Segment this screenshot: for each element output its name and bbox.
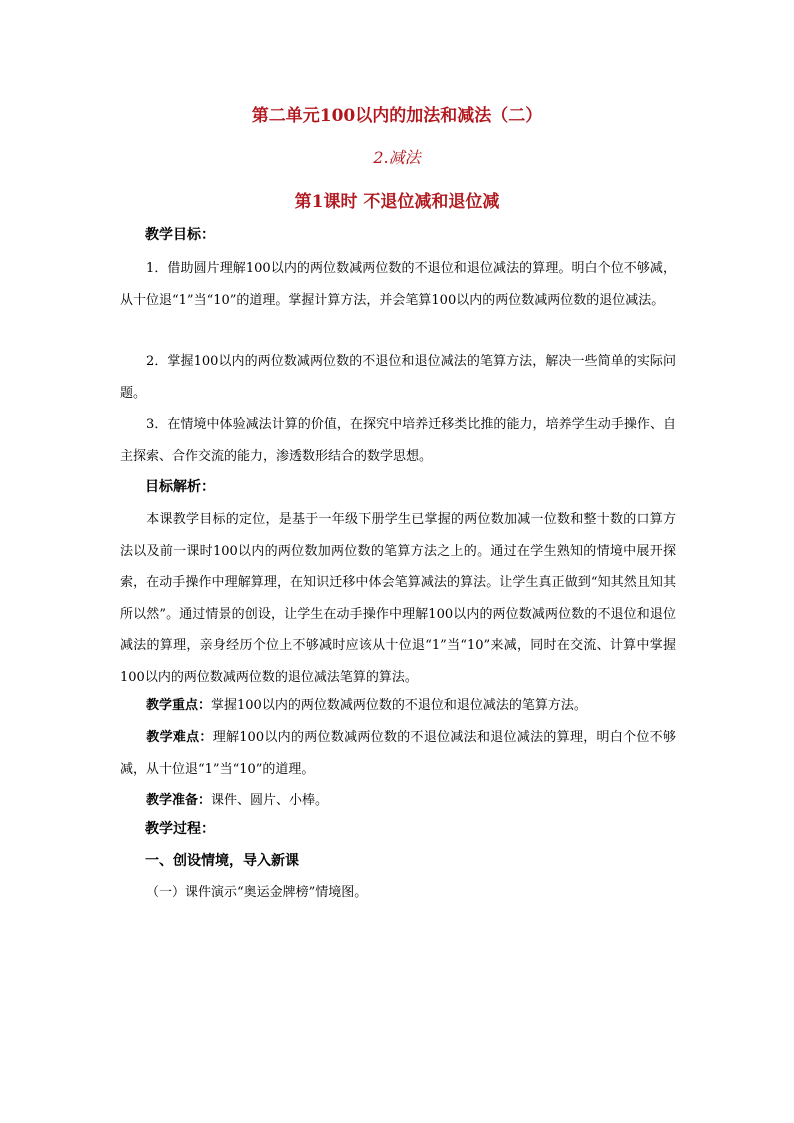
difficulty-text: 理解100以内的两位数减两位数的不退位减法和退位减法的算理，明白个位不够减，从十位退“1”当“10”的道理。 bbox=[120, 730, 676, 777]
preparation-label: 教学准备： bbox=[146, 793, 212, 808]
analysis-label: 目标解析： bbox=[145, 479, 215, 495]
key-point-text: 掌握100以内的两位数减两位数的不退位和退位减法的笔算方法。 bbox=[211, 698, 587, 713]
objective-item-3 bbox=[120, 409, 676, 472]
objective-item-1 bbox=[120, 253, 676, 316]
analysis-text: 本课教学目标的定位，是基于一年级下册学生已掌握的两位数加减一位数和整十数的口算方法以及前一课时100以内的两位数加两位数的笔算方法之上的。通过在学生熟知的情境中展开探索，在动手操作中理解算理，在知识迁移中体会笔算减法的算法。让学生真正做到“知其然且知其所以然”。通过情景的创设，让学生在动手操作中理解100以内的两位数减两位数的不退位和退位减法的算理，亲身经历个位上不够减时应该从十位退“1”当“10”来减，同时在交流、计算中掌握100以内的两位数减两位数的退位减法笔算的算法。 bbox=[120, 512, 676, 685]
preparation-text: 课件、圆片、小棒。 bbox=[211, 793, 329, 808]
process-step-1-1-text: （一）课件演示“奥运金牌榜”情境图。 bbox=[146, 885, 368, 900]
process-label: 教学过程： bbox=[145, 821, 215, 837]
difficulty-paragraph bbox=[120, 722, 676, 785]
difficulty-label: 教学难点： bbox=[146, 730, 213, 745]
objective-item-2-text: 2．掌握100以内的两位数减两位数的不退位和退位减法的笔算方法，解决一些简单的实际问题。 bbox=[120, 354, 676, 401]
lesson-title: 第1课时 不退位减和退位减 bbox=[294, 192, 500, 212]
objective-item-1-text: 1．借助圆片理解100以内的两位数减两位数的不退位和退位减法的算理。明白个位不够减，从十位退“1”当“10”的道理。掌握计算方法，并会笔算100以内的两位数减两位数的退位减法。 bbox=[120, 261, 676, 308]
objective-item-3-text: 3．在情境中体验减法计算的价值，在探究中培养迁移类比推的能力，培养学生动手操作、自主探索、合作交流的能力，渗透数形结合的数学思想。 bbox=[120, 417, 676, 464]
section-title: 2.减法 bbox=[373, 148, 421, 167]
unit-title: 第二单元100以内的加法和减法（二） bbox=[251, 106, 543, 126]
key-point-paragraph bbox=[120, 690, 676, 722]
objective-item-2 bbox=[120, 346, 676, 409]
process-step-1: 一、创设情境，导入新课 bbox=[145, 853, 299, 869]
process-step-1-1 bbox=[120, 877, 676, 909]
key-point-label: 教学重点： bbox=[146, 698, 212, 713]
objectives-label: 教学目标： bbox=[145, 227, 215, 243]
preparation-paragraph bbox=[120, 785, 676, 817]
analysis-paragraph bbox=[120, 504, 676, 693]
